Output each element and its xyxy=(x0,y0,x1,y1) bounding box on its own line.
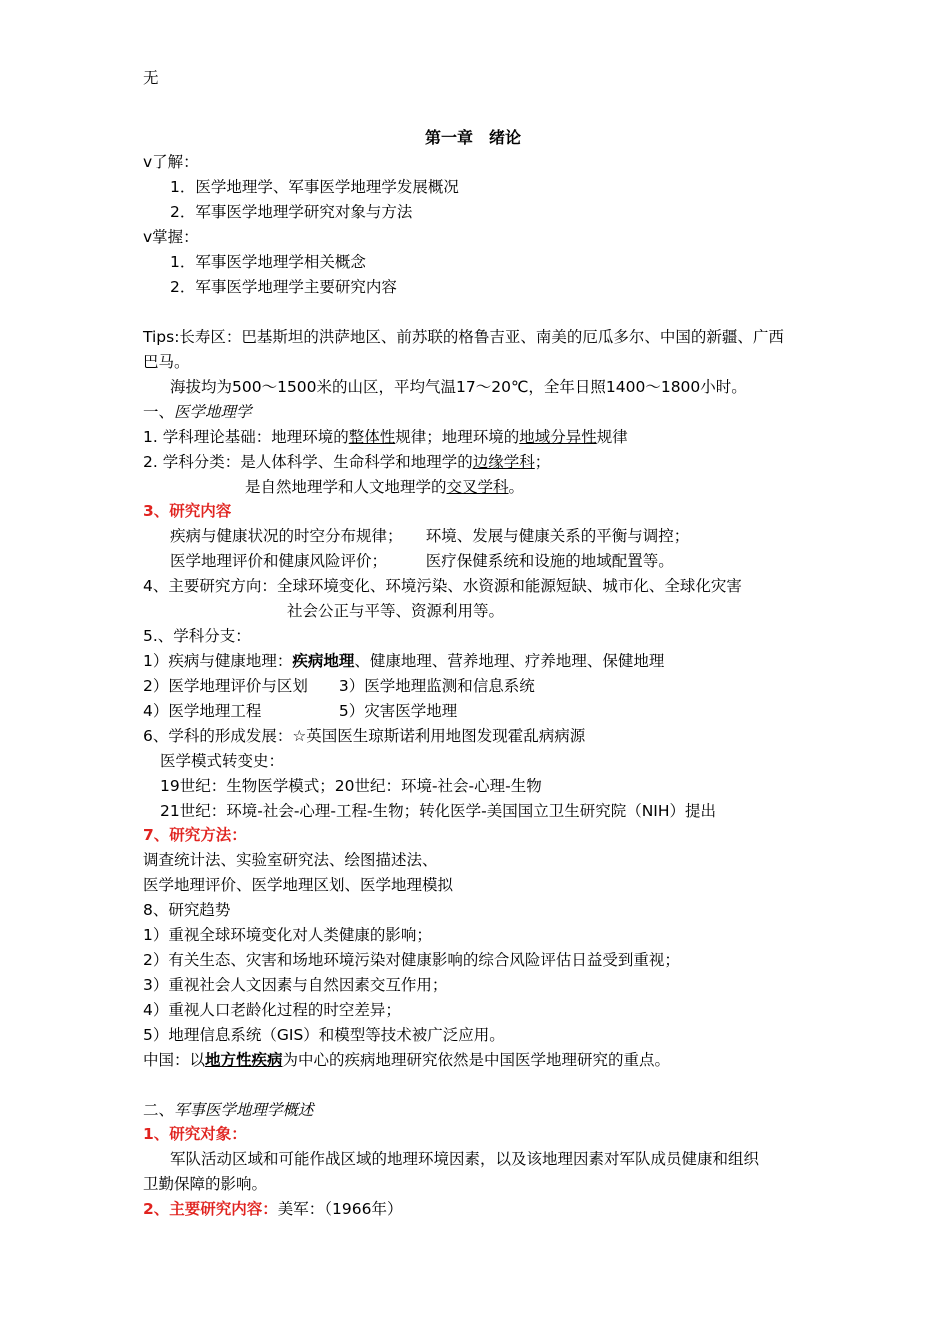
development-line: 21世纪：环境-社会-心理-工程-生物；转化医学-美国国立卫生研究院（NIH）提出 xyxy=(160,802,717,820)
classify-line xyxy=(245,477,524,497)
method-line: 医学地理评价、医学地理区划、医学地理模拟 xyxy=(143,876,454,894)
chapter-title: 第一章 绪论 xyxy=(425,128,522,147)
content-line: 医学地理评价和健康风险评价； 医疗保健系统和设施的地域配置等。 xyxy=(170,552,674,570)
classify-text: ； xyxy=(534,453,551,471)
development-line: 19世纪：生物医学模式；20世纪：环境-社会-心理-生物 xyxy=(160,777,542,795)
branch-text: 1）疾病与健康地理： xyxy=(143,652,293,670)
tips-line: 海拔均为500～1500米的山区，平均气温17～20℃，全年日照1400～1800小时。 xyxy=(170,378,747,396)
master-label: v掌握： xyxy=(143,228,199,246)
china-text: 中国：以 xyxy=(143,1051,206,1069)
section-title: 军事医学地理学概述 xyxy=(174,1101,314,1119)
classify-text: 2. 学科分类：是人体科学、生命科学和地理学的 xyxy=(143,453,473,471)
classify-text: 。 xyxy=(508,478,525,496)
section-title: 医学地理学 xyxy=(174,403,252,421)
object-line: 卫勤保障的影响。 xyxy=(143,1175,268,1193)
direction-line: 4、主要研究方向：全球环境变化、环境污染、水资源和能源短缺、城市化、全球化灾害 xyxy=(143,577,742,595)
development-line: 6、学科的形成发展：☆英国医生琼斯诺利用地图发现霍乱病病源 xyxy=(143,727,586,745)
branch-line xyxy=(143,651,664,671)
theory-text: 规律；地理环境的 xyxy=(395,428,520,446)
object-heading: 1、研究对象： xyxy=(143,1125,247,1143)
development-line: 医学模式转变史： xyxy=(160,752,285,770)
china-text: 为中心的疾病地理研究依然是中国医学地理研究的重点。 xyxy=(282,1051,671,1069)
master-item: 1．军事医学地理学相关概念 xyxy=(170,253,366,271)
theory-term: 地域分异性 xyxy=(519,428,597,446)
section-heading xyxy=(143,1100,314,1120)
understand-item: 2．军事医学地理学研究对象与方法 xyxy=(170,203,413,221)
trend-item: 1）重视全球环境变化对人类健康的影响； xyxy=(143,926,432,944)
theory-line xyxy=(143,427,628,447)
trend-heading: 8、研究趋势 xyxy=(143,901,231,919)
object-line: 军队活动区域和可能作战区域的地理环境因素，以及该地理因素对军队成员健康和组织 xyxy=(170,1150,760,1168)
tips-line: Tips:长寿区：巴基斯坦的洪萨地区、前苏联的格鲁吉亚、南美的厄瓜多尔、中国的新疆、广西 xyxy=(143,328,784,346)
section-number: 一、 xyxy=(143,403,175,421)
theory-text: 规律 xyxy=(596,428,628,446)
header-mark: 无 xyxy=(143,69,159,87)
understand-label: v了解： xyxy=(143,153,199,171)
tips-line: 巴马。 xyxy=(143,353,190,371)
method-line: 调查统计法、实验室研究法、绘图描述法、 xyxy=(143,851,438,869)
content2-line xyxy=(143,1199,403,1219)
trend-item: 5）地理信息系统（GIS）和模型等技术被广泛应用。 xyxy=(143,1026,505,1044)
theory-term: 整体性 xyxy=(348,428,396,446)
branch-line: 2）医学地理评价与区划 3）医学地理监测和信息系统 xyxy=(143,677,535,695)
content2-heading: 2、主要研究内容： xyxy=(143,1200,278,1218)
method-heading: 7、研究方法： xyxy=(143,826,247,844)
trend-item: 4）重视人口老龄化过程的时空差异； xyxy=(143,1001,401,1019)
china-term: 地方性疾病 xyxy=(205,1051,283,1069)
classify-term: 交叉学科 xyxy=(446,478,509,496)
content2-text: 美军：（1966年） xyxy=(277,1200,403,1218)
branch-term: 疾病地理 xyxy=(292,652,355,670)
trend-item: 2）有关生态、灾害和场地环境污染对健康影响的综合风险评估日益受到重视； xyxy=(143,951,680,969)
direction-line: 社会公正与平等、资源利用等。 xyxy=(287,602,505,620)
theory-text: 1. 学科理论基础：地理环境的 xyxy=(143,428,349,446)
classify-text: 是自然地理学和人文地理学的 xyxy=(245,478,447,496)
china-line xyxy=(143,1050,670,1070)
branch-line: 4）医学地理工程 5）灾害医学地理 xyxy=(143,702,458,720)
branch-heading: 5.、学科分支： xyxy=(143,627,251,645)
classify-line xyxy=(143,452,550,472)
trend-item: 3）重视社会人文因素与自然因素交互作用； xyxy=(143,976,448,994)
content-heading: 3、研究内容 xyxy=(143,502,232,520)
classify-term: 边缘学科 xyxy=(472,453,535,471)
branch-text: 、健康地理、营养地理、疗养地理、保健地理 xyxy=(354,652,665,670)
content-line: 疾病与健康状况的时空分布规律； 环境、发展与健康关系的平衡与调控； xyxy=(170,527,690,545)
section-number: 二、 xyxy=(143,1101,175,1119)
section-heading xyxy=(143,402,252,422)
understand-item: 1．医学地理学、军事医学地理学发展概况 xyxy=(170,178,459,196)
master-item: 2．军事医学地理学主要研究内容 xyxy=(170,278,397,296)
